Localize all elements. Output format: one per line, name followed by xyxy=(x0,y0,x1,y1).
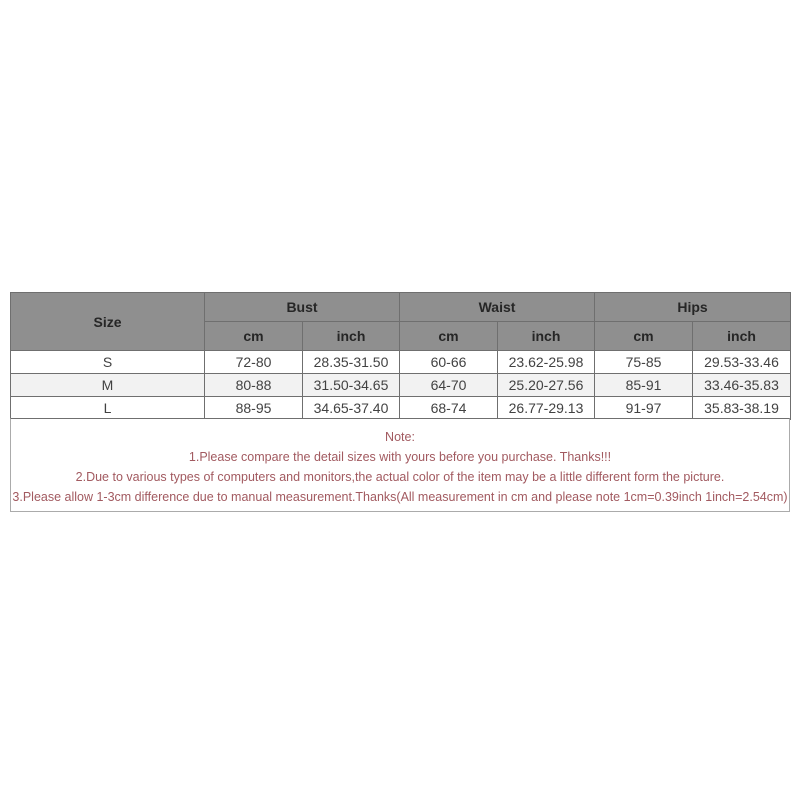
cell-waist-cm-s: 60-66 xyxy=(400,351,498,374)
header-bust: Bust xyxy=(205,293,400,322)
cell-hips-cm-s: 75-85 xyxy=(595,351,693,374)
cell-size-l: L xyxy=(11,397,205,420)
table-row-s xyxy=(11,351,791,374)
cell-waist-inch-m: 25.20-27.56 xyxy=(498,374,595,397)
cell-hips-inch-s: 29.53-33.46 xyxy=(693,351,791,374)
header-bust-inch: inch xyxy=(303,322,400,351)
header-waist-inch: inch xyxy=(498,322,595,351)
cell-bust-cm-l: 88-95 xyxy=(205,397,303,420)
size-chart-table xyxy=(10,292,791,420)
note-line-1: 1.Please compare the detail sizes with yours before you purchase. Thanks!!! xyxy=(188,450,612,464)
cell-waist-inch-l: 26.77-29.13 xyxy=(498,397,595,420)
cell-bust-inch-l: 34.65-37.40 xyxy=(303,397,400,420)
cell-hips-cm-l: 91-97 xyxy=(595,397,693,420)
header-waist: Waist xyxy=(400,293,595,322)
cell-hips-cm-m: 85-91 xyxy=(595,374,693,397)
note-box xyxy=(10,418,790,512)
note-line-3: 3.Please allow 1-3cm difference due to manual measurement.Thanks(All measurement in cm and please note 1cm=0.39inch 1inch=2.54cm) xyxy=(12,490,788,504)
cell-size-s: S xyxy=(11,351,205,374)
header-bust-cm: cm xyxy=(205,322,303,351)
cell-bust-inch-s: 28.35-31.50 xyxy=(303,351,400,374)
cell-hips-inch-l: 35.83-38.19 xyxy=(693,397,791,420)
cell-bust-cm-s: 72-80 xyxy=(205,351,303,374)
table-row-m xyxy=(11,374,791,397)
cell-waist-inch-s: 23.62-25.98 xyxy=(498,351,595,374)
header-waist-cm: cm xyxy=(400,322,498,351)
cell-size-m: M xyxy=(11,374,205,397)
table-row-l xyxy=(11,397,791,420)
header-hips-inch: inch xyxy=(693,322,791,351)
cell-bust-cm-m: 80-88 xyxy=(205,374,303,397)
header-hips: Hips xyxy=(595,293,791,322)
header-row-groups xyxy=(11,293,791,322)
header-hips-cm: cm xyxy=(595,322,693,351)
cell-hips-inch-m: 33.46-35.83 xyxy=(693,374,791,397)
cell-waist-cm-l: 68-74 xyxy=(400,397,498,420)
header-size: Size xyxy=(11,293,205,351)
cell-waist-cm-m: 64-70 xyxy=(400,374,498,397)
cell-bust-inch-m: 31.50-34.65 xyxy=(303,374,400,397)
note-line-2: 2.Due to various types of computers and monitors,the actual color of the item may be a little different form the picture. xyxy=(75,470,725,484)
note-title: Note: xyxy=(385,430,415,444)
